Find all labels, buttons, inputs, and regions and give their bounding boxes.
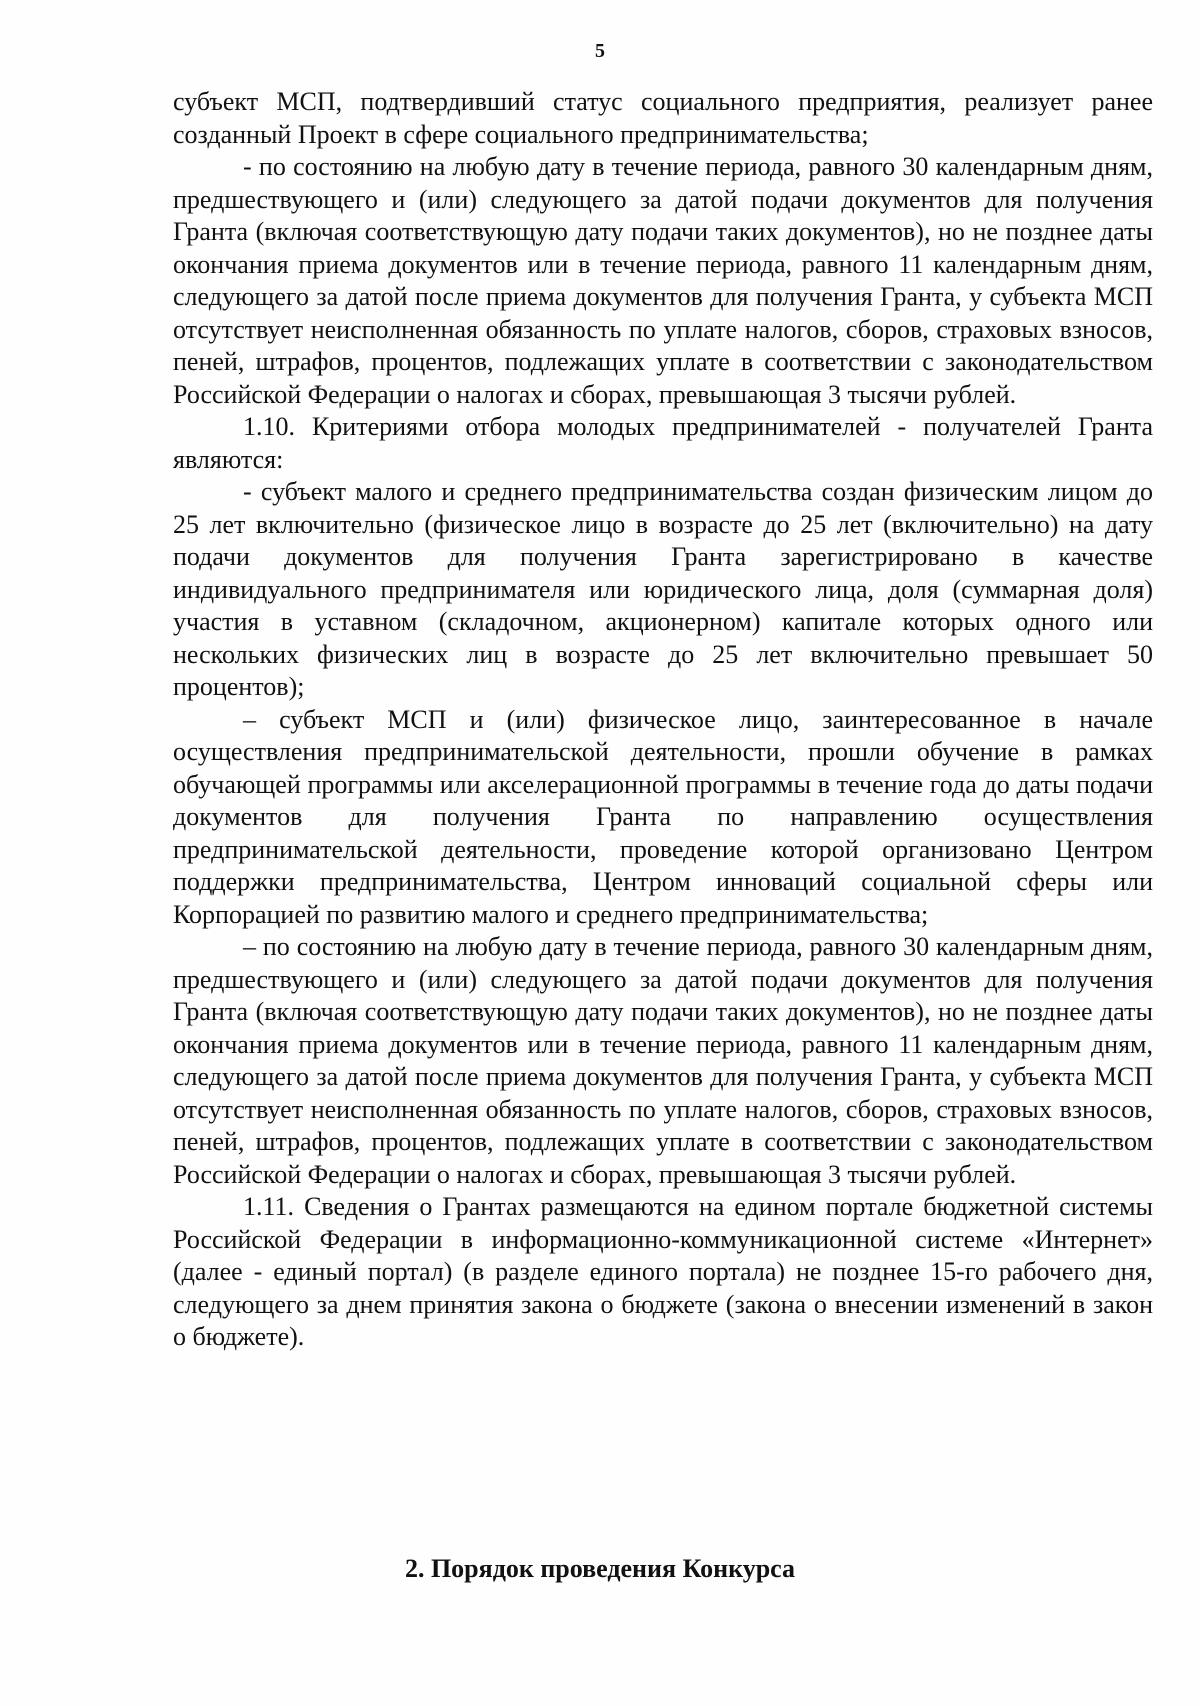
paragraph-tax-obligation-2: – по состоянию на любую дату в течение периода, равного 30 календарным дням, предшествующего и (или) следующего за датой подачи документов для получения Гранта (включая соответствующую дату подачи таких документов), но не позднее даты окончания приема документов или в течение периода, равного 11 календарным дням, следующего за датой после приема документов для получения Гранта, у субъекта МСП отсутствует неисполненная обязанность по уплате налогов, сборов, страховых взносов, пеней, штрафов, процентов, подлежащих уплате в соответствии с законодательством Российской Федерации о налогах и сборах, превышающая 3 тысячи рублей. bbox=[173, 932, 1153, 1189]
paragraph-section-1-11: 1.11. Сведения о Грантах размещаются на едином портале бюджетной системы Российской Федерации в информационно-коммуникационной системе «Интернет» (далее - единый портал) (в разделе единого портала) не позднее 15-го рабочего дня, следующего за днем принятия закона о бюджете (закона о внесении изменений в закон о бюджете). bbox=[173, 1192, 1153, 1351]
paragraph-tax-obligation-1: - по состоянию на любую дату в течение периода, равного 30 календарным дням, предшествующего и (или) следующего за датой подачи документов для получения Гранта (включая соответствующую дату подачи таких документов), но не позднее даты окончания приема документов или в течение периода, равного 11 календарным дням, следующего за датой после приема документов для получения Гранта, у субъекта МСП отсутствует неисполненная обязанность по уплате налогов, сборов, страховых взносов, пеней, штрафов, процентов, подлежащих уплате в соответствии с законодательством Российской Федерации о налогах и сборах, превышающая 3 тысячи рублей. bbox=[173, 152, 1153, 409]
section-heading: 2. Порядок проведения Конкурса bbox=[404, 1554, 796, 1583]
paragraph-section-1-10: 1.10. Критериями отбора молодых предпринимателей - получателей Гранта являются: bbox=[173, 412, 1153, 474]
document-body bbox=[173, 86, 1153, 1354]
paragraph-training-criterion: – субъект МСП и (или) физическое лицо, заинтересованное в начале осуществления предпринимательской деятельности, прошли обучение в рамках обучающей программы или акселерационной программы в течение года до даты подачи документов для получения Гранта по направлению осуществления предпринимательской деятельности, проведение которой организовано Центром поддержки предпринимательства, Центром инноваций социальной сферы или Корпорацией по развитию малого и среднего предпринимательства; bbox=[173, 704, 1153, 929]
paragraph-msp-social-status: субъект МСП, подтвердивший статус социального предприятия, реализует ранее созданный Проект в сфере социального предпринимательства; bbox=[173, 87, 1153, 149]
paragraph-young-founder-criterion: - субъект малого и среднего предпринимательства создан физическим лицом до 25 лет включительно (физическое лицо в возрасте до 25 лет (включительно) на дату подачи документов для получения Гранта зарегистрировано в качестве индивидуального предпринимателя или юридического лица, доля (суммарная доля) участия в уставном (складочном, акционерном) капитале которых одного или нескольких физических лиц в возрасте до 25 лет включительно превышает 50 процентов); bbox=[173, 477, 1153, 701]
page-number: 5 bbox=[595, 40, 605, 62]
